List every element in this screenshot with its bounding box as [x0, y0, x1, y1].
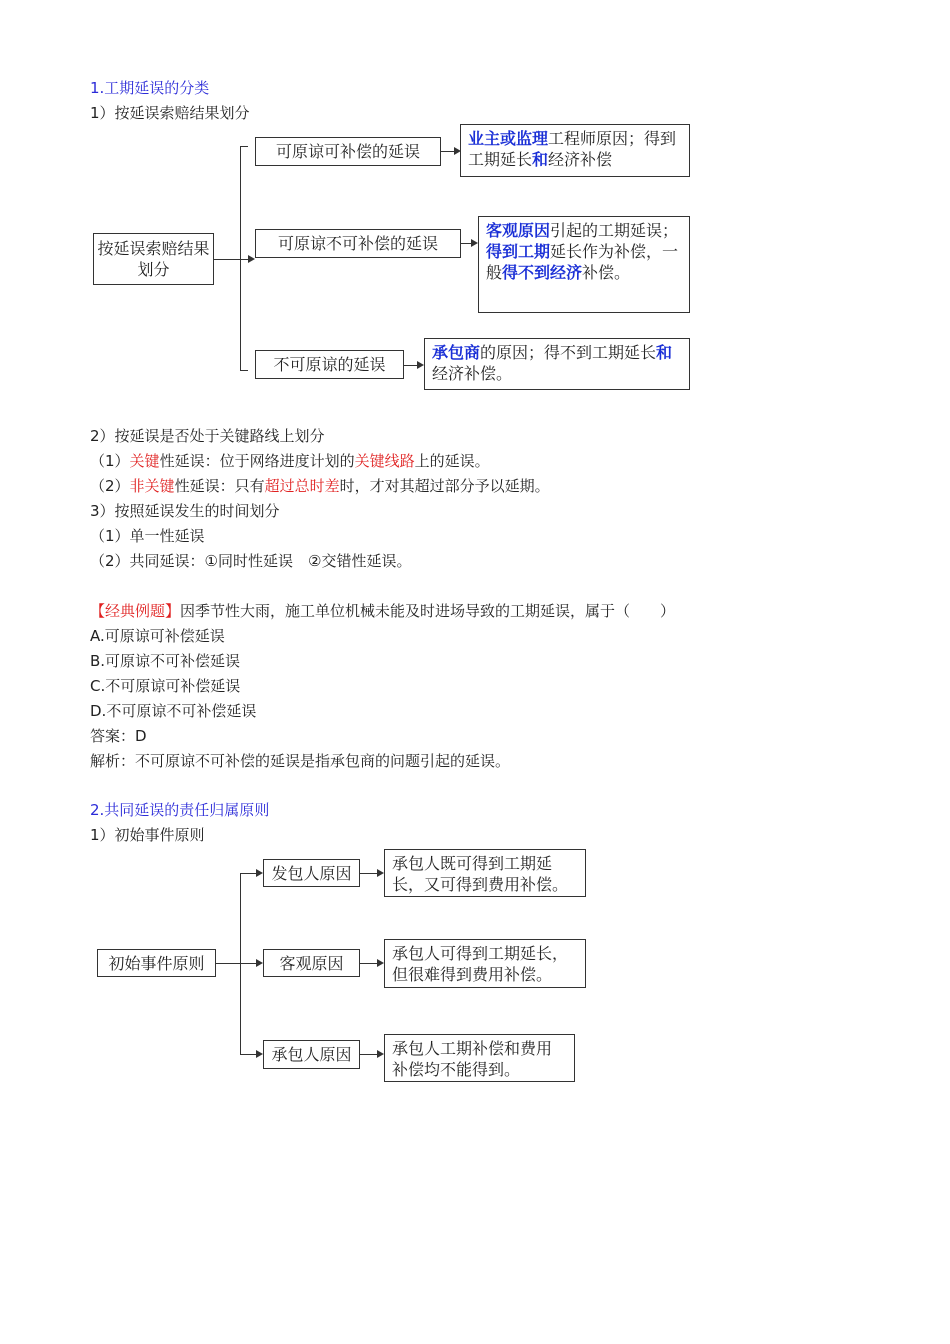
diagram2-desc-1: 承包人既可得到工期延长，又可得到费用补偿。 — [384, 849, 586, 897]
desc-text: 和 — [656, 343, 673, 362]
text: 时，才对其超过部分予以延期。 — [339, 477, 550, 495]
highlight: 关键线路 — [354, 452, 415, 470]
diagram2-desc-2: 承包人可得到工期延长，但很难得到费用补偿。 — [384, 939, 586, 988]
example-question-text: 因季节性大雨，施工单位机械未能及时进场导致的工期延误，属于（ ） — [180, 602, 676, 620]
desc-text: 客观原因 — [486, 221, 551, 240]
desc-text: 和 — [532, 150, 549, 169]
connector — [214, 259, 240, 260]
diagram1-branch-label-2: 可原谅不可补偿的延误 — [255, 229, 461, 258]
analysis: 解析：不可原谅不可补偿的延误是指承包商的问题引起的延误。 — [90, 752, 511, 770]
desc-text: 得到工期 — [486, 242, 551, 261]
arrow-icon — [256, 1050, 263, 1058]
connector — [240, 146, 248, 147]
diagram2-branch-label-3: 承包人原因 — [263, 1040, 360, 1069]
diagram1-desc-1 — [460, 124, 690, 177]
desc-text: 工程师原因；得到工期延长 — [468, 129, 677, 169]
example-question — [90, 601, 675, 621]
diagram1-branch-label-3: 不可原谅的延误 — [255, 350, 404, 379]
text: 性延误：位于网络进度计划的 — [159, 452, 355, 470]
connector — [240, 259, 248, 260]
section1-sub2-item2 — [90, 476, 550, 496]
diagram2-branch-label-2: 客观原因 — [263, 949, 360, 977]
desc-text: 得不到经济 — [502, 263, 583, 282]
desc-text: 延长作为补偿，一般 — [486, 242, 679, 282]
connector — [216, 963, 240, 964]
connector — [461, 243, 471, 244]
section2-title: 2.共同延误的责任归属原则 — [90, 801, 270, 819]
arrow-icon — [248, 255, 255, 263]
option-c: C.不可原谅可补偿延误 — [90, 677, 241, 695]
arrow-icon — [377, 959, 384, 967]
item-prefix: （2） — [90, 477, 130, 495]
diagram1-desc-3 — [424, 338, 690, 390]
section1-title: 1.工期延误的分类 — [90, 79, 210, 97]
desc-text: 承包商 — [432, 343, 481, 362]
arrow-icon — [256, 959, 263, 967]
connector — [360, 963, 377, 964]
desc-text: 的原因；得不到工期延长 — [480, 343, 657, 362]
section1-sub3-item2: （2）共同延误：①同时性延误 ②交错性延误。 — [90, 552, 412, 570]
option-b: B.可原谅不可补偿延误 — [90, 652, 241, 670]
connector — [240, 146, 241, 370]
answer: 答案：D — [90, 727, 147, 745]
diagram1-desc-2 — [478, 216, 690, 313]
option-d: D.不可原谅不可补偿延误 — [90, 702, 257, 720]
connector — [240, 873, 256, 874]
section1-sub2: 2）按延误是否处于关键路线上划分 — [90, 427, 325, 445]
diagram2-branch-label-1: 发包人原因 — [263, 859, 360, 887]
diagram2-desc-3: 承包人工期补偿和费用补偿均不能得到。 — [384, 1034, 575, 1082]
arrow-icon — [377, 869, 384, 877]
connector — [441, 151, 454, 152]
option-a: A.可原谅可补偿延误 — [90, 627, 225, 645]
arrow-icon — [256, 869, 263, 877]
desc-text: 经济补偿 — [548, 150, 613, 169]
diagram2-root: 初始事件原则 — [97, 949, 216, 977]
highlight: 关键 — [129, 452, 160, 470]
highlight: 超过总时差 — [264, 477, 340, 495]
connector — [360, 1054, 377, 1055]
example-tag: 【经典例题】 — [90, 602, 181, 620]
desc-text: 引起的工期延误； — [550, 221, 679, 240]
section1-sub3-item1: （1）单一性延误 — [90, 527, 205, 545]
section1-sub2-item1 — [90, 451, 490, 471]
arrow-icon — [471, 239, 478, 247]
connector — [360, 873, 377, 874]
connector — [240, 370, 248, 371]
connector — [240, 963, 256, 964]
arrow-icon — [377, 1050, 384, 1058]
section1-sub1: 1）按延误索赔结果划分 — [90, 104, 250, 122]
arrow-icon — [417, 361, 424, 369]
connector — [240, 1054, 256, 1055]
text: 性延误：只有 — [174, 477, 265, 495]
desc-text: 业主或监理 — [468, 129, 549, 148]
item-prefix: （1） — [90, 452, 130, 470]
section2-sub1: 1）初始事件原则 — [90, 826, 205, 844]
highlight: 非关键 — [129, 477, 175, 495]
text: 上的延误。 — [414, 452, 490, 470]
diagram1-branch-label-1: 可原谅可补偿的延误 — [255, 137, 441, 166]
desc-text: 经济补偿。 — [432, 364, 513, 383]
desc-text: 补偿。 — [582, 263, 631, 282]
section1-sub3: 3）按照延误发生的时间划分 — [90, 502, 280, 520]
connector — [404, 365, 417, 366]
diagram1-root: 按延误索赔结果划分 — [93, 233, 214, 285]
